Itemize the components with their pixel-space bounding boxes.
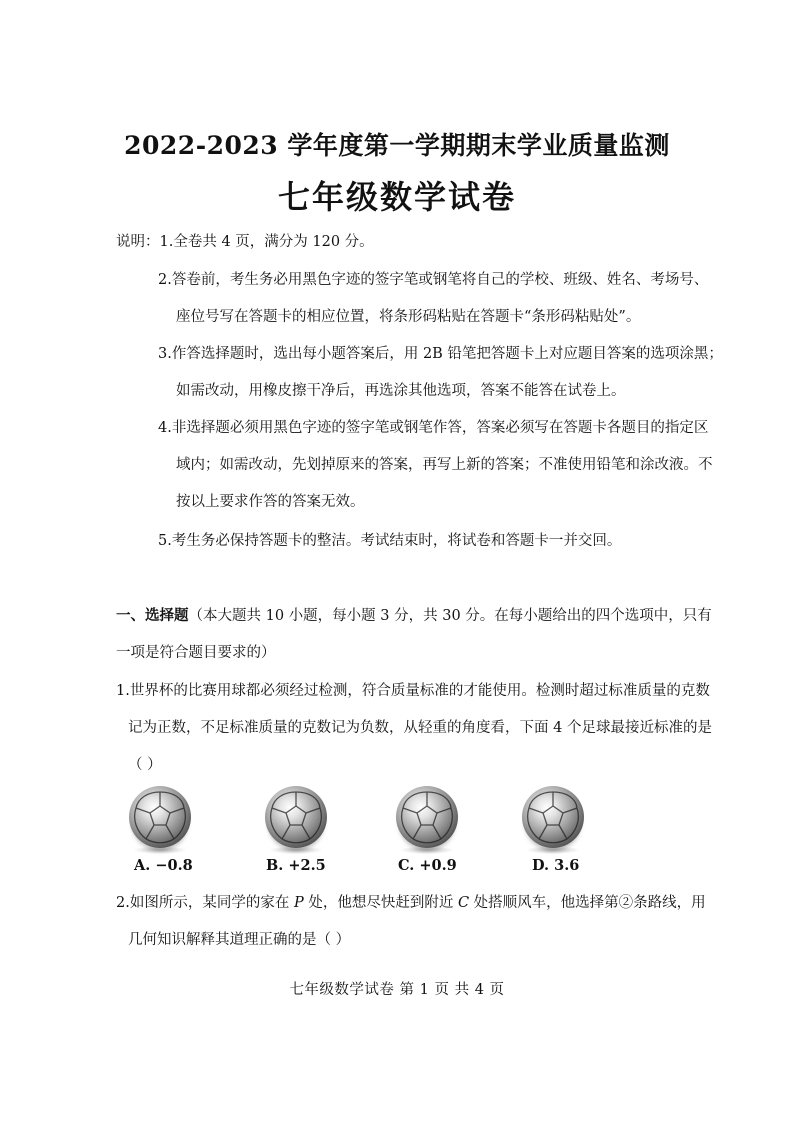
instruction-item-4-cont1: 域内；如需改动，先划掉原来的答案，再写上新的答案；不准使用铅笔和涂改液。不 — [176, 457, 713, 473]
instruction-item-4-cont2: 按以上要求作答的答案无效。 — [176, 494, 365, 510]
q1-text-line-2: 记为正数，不足标准质量的克数记为负数，从轻重的角度看，下面 4 个足球最接近标准的是 — [128, 720, 712, 736]
q2-var-p: P — [293, 895, 304, 911]
soccer-ball-icon — [396, 786, 458, 848]
section-1-desc-cont: 一项是符合题目要求的） — [116, 645, 276, 661]
instruction-item-2-cont: 座位号写在答题卡的相应位置，将条形码粘贴在答题卡“条形码粘贴处”。 — [176, 309, 641, 325]
q1-option-a: A. −0.8 — [134, 857, 193, 874]
q1-option-b: B. +2.5 — [266, 857, 326, 874]
q2-var-c: C — [457, 895, 470, 911]
q2-text-part: 处搭顺风车，他选择第②条路线，用 — [469, 895, 706, 911]
section-1-heading: 一、选择题 — [116, 607, 189, 624]
soccer-ball-icon — [129, 786, 191, 848]
q1-option-d: D. 3.6 — [532, 857, 580, 874]
q2-text-line-2: 几何知识解释其道理正确的是（ ） — [128, 932, 351, 948]
instruction-item-3: 3.作答选择题时，选出每小题答案后，用 2B 铅笔把答题卡上对应题目答案的选项涂黑； — [158, 346, 723, 362]
q2-text-part: 2.如图所示，某同学的家在 — [116, 895, 294, 911]
q1-text-line-1: 1.世界杯的比赛用球都必须经过检测，符合质量标准的才能使用。检测时超过标准质量的克数 — [116, 683, 710, 699]
instruction-item-4: 4.非选择题必须用黑色字迹的签字笔或钢笔作答，答案必须写在答题卡各题目的指定区 — [158, 420, 709, 436]
instruction-item-2: 2.答卷前，考生务必用黑色字迹的签字笔或钢笔将自己的学校、班级、姓名、考场号、 — [158, 272, 709, 288]
soccer-ball-icon — [265, 786, 327, 848]
section-1-desc: （本大题共 10 小题，每小题 3 分，共 30 分。在每小题给出的四个选项中，只有 — [188, 608, 712, 624]
soccer-ball-icon — [522, 786, 584, 848]
q2-text-part: 处，他想尽快赶到附近 — [303, 895, 458, 911]
instruction-item-1: 1.全卷共 4 页，满分为 120 分。 — [159, 234, 374, 250]
exam-title: 2022-2023 学年度第一学期期末学业质量监测 — [124, 131, 670, 160]
page-footer: 七年级数学试卷 第 1 页 共 4 页 — [289, 982, 505, 998]
instructions-label: 说明： — [116, 234, 160, 250]
instructions-line-1 — [116, 232, 374, 252]
q2-text-line-1 — [116, 893, 706, 913]
q1-answer-blank: （ ） — [128, 757, 162, 773]
instruction-item-5: 5.考生务必保持答题卡的整洁。考试结束时，将试卷和答题卡一并交回。 — [158, 533, 622, 549]
section-1-header — [116, 606, 712, 626]
exam-subtitle: 七年级数学试卷 — [277, 178, 516, 216]
q1-option-c: C. +0.9 — [398, 857, 457, 874]
instruction-item-3-cont: 如需改动，用橡皮擦干净后，再选涂其他选项，答案不能答在试卷上。 — [176, 383, 626, 399]
